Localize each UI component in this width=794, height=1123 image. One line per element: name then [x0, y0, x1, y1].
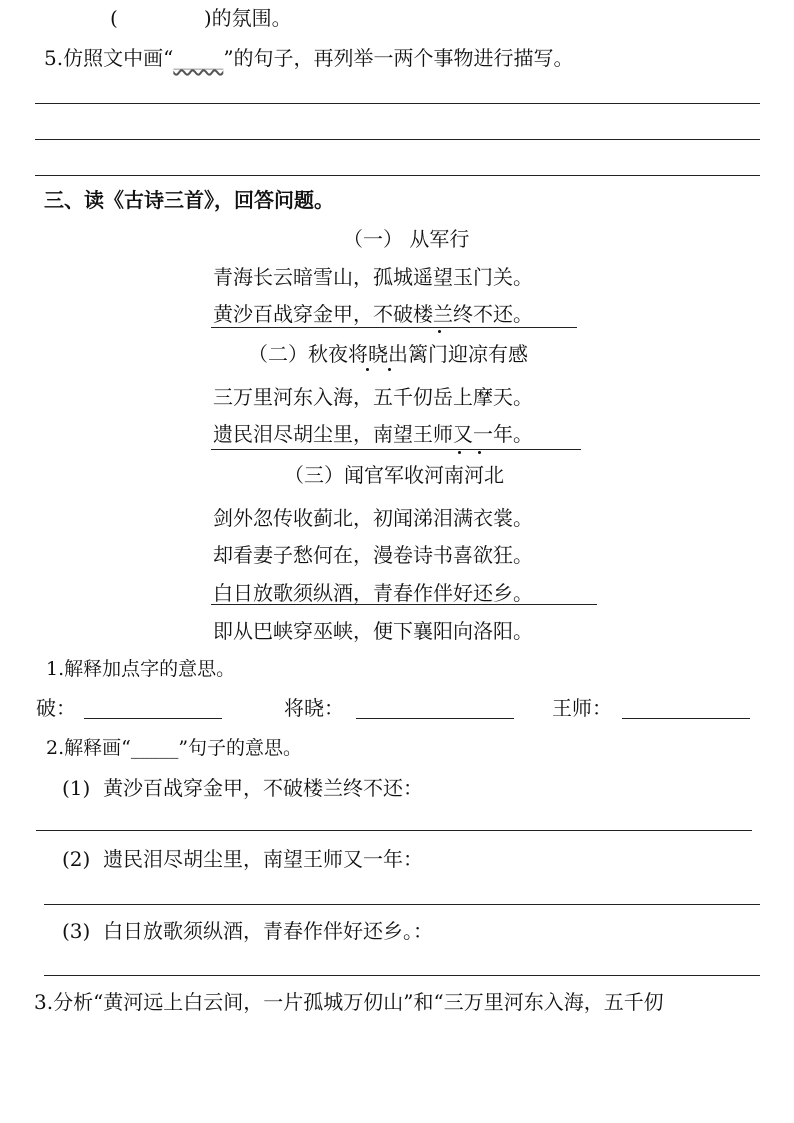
q2-answer-line-3[interactable]	[44, 975, 760, 976]
q1-label-jiangxiao: 将晓：	[284, 696, 344, 720]
emphasis-dot-shi	[478, 451, 481, 454]
q2-underline-mark: _____	[130, 737, 179, 759]
q2-prompt	[46, 736, 302, 760]
q1-label-wangshi: 王师：	[552, 696, 612, 720]
poem1-line2-underline	[211, 327, 577, 328]
q2-item-2-num: (2)	[62, 847, 91, 871]
q4-close-text: )的氛围。	[203, 6, 292, 30]
q3-prompt: 3.分析“黄河远上白云间，一片孤城万仞山”和“三万里河东入海，五千仞	[34, 990, 664, 1014]
q5-answer-line-3[interactable]	[35, 175, 760, 176]
q2-item-1-text: 黄沙百战穿金甲，不破楼兰终不还：	[103, 776, 424, 800]
q2-item-2-text: 遗民泪尽胡尘里，南望王师又一年：	[103, 847, 424, 871]
q4-tail	[110, 6, 292, 30]
poem1-title: （一） 从军行	[343, 227, 470, 251]
emphasis-dot-xiao	[388, 368, 391, 371]
q2-item-3-text: 白日放歌须纵酒，青春作伴好还乡。：	[103, 919, 434, 943]
q1-item-wangshi	[552, 696, 612, 720]
q2-item-3-num: (3)	[62, 919, 91, 943]
q1-label-po: 破：	[36, 696, 76, 720]
poem2-line2: 遗民泪尽胡尘里，南望王师又一年。	[213, 422, 533, 446]
poem3-line3-underline	[211, 604, 597, 605]
emphasis-dot-po	[438, 330, 441, 333]
emphasis-dot-jiang	[366, 368, 369, 371]
q1-blank-wangshi[interactable]	[622, 718, 750, 719]
poem2-title: （二）秋夜将晓出篱门迎凉有感	[248, 342, 528, 366]
poem1-line2: 黄沙百战穿金甲，不破楼兰终不还。	[213, 302, 533, 326]
q2-answer-line-2[interactable]	[44, 904, 760, 905]
q2-suffix: ”句子的意思。	[178, 737, 303, 759]
q1-blank-jiangxiao[interactable]	[356, 718, 514, 719]
q5-answer-line-1[interactable]	[35, 103, 760, 104]
q1-prompt: 1.解释加点字的意思。	[46, 658, 236, 680]
q1-item-po	[36, 696, 76, 720]
q2-item-1-num: (1)	[62, 776, 91, 800]
q5-prefix: 5.仿照文中画“	[44, 46, 174, 70]
q5-wavy-mark: _____	[173, 46, 224, 70]
q2-item-2	[62, 847, 423, 871]
q4-answer-blank[interactable]	[118, 10, 204, 30]
poem1-line1: 青海长云暗雪山，孤城遥望玉门关。	[213, 265, 533, 289]
poem3-line2: 却看妻子愁何在，漫卷诗书喜欲狂。	[213, 543, 533, 567]
q5-suffix: ”的句子，再列举一两个事物进行描写。	[223, 46, 574, 70]
q2-item-1	[62, 776, 423, 800]
q1-blank-po[interactable]	[84, 718, 222, 719]
q4-open-paren: (	[110, 6, 118, 30]
poem2-line1: 三万里河东入海，五千仞岳上摩天。	[213, 385, 533, 409]
q2-item-3	[62, 919, 433, 943]
poem3-line1: 剑外忽传收蓟北，初闻涕泪满衣裳。	[213, 506, 533, 530]
poem3-line3: 白日放歌须纵酒，青春作伴好还乡。	[213, 581, 533, 605]
emphasis-dot-wang	[458, 451, 461, 454]
q5-prompt	[44, 46, 574, 70]
poem3-line4: 即从巴峡穿巫峡，便下襄阳向洛阳。	[213, 619, 533, 643]
section3-title: 三、读《古诗三首》，回答问题。	[44, 188, 334, 212]
poem3-title: （三）闻官军收河南河北	[284, 463, 504, 487]
q1-item-jiangxiao	[284, 696, 344, 720]
q5-answer-line-2[interactable]	[35, 139, 760, 140]
q2-answer-line-1[interactable]	[36, 830, 752, 831]
poem2-line2-underline	[211, 449, 581, 450]
q2-prefix: 2.解释画“	[46, 737, 131, 759]
